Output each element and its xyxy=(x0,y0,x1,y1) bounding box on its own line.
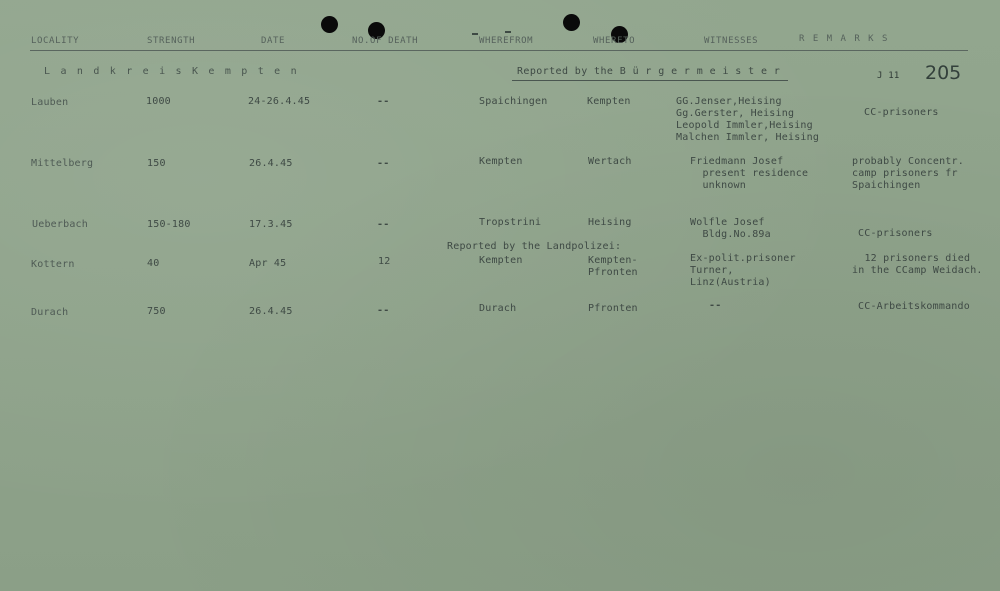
card-mark: J 11 xyxy=(877,71,900,81)
row-2-locality: Mittelberg xyxy=(31,158,94,169)
card-number: 205 xyxy=(925,62,962,84)
punch-hole xyxy=(321,16,338,33)
punch-hole xyxy=(563,14,580,31)
reported-by-landpolizei: Reported by the Landpolizei: xyxy=(447,241,622,252)
reported-underline xyxy=(512,80,788,81)
row-3-locality: Ueberbach xyxy=(32,219,88,230)
row-4-deaths: 12 xyxy=(378,256,391,267)
row-3-remarks: CC-prisoners xyxy=(858,228,933,239)
row-4-remarks: 12 prisoners died in the CCamp Weidach. xyxy=(852,253,983,276)
header-strength: STRENGTH xyxy=(147,36,196,46)
row-4-strength: 40 xyxy=(147,258,160,269)
row-2-strength: 150 xyxy=(147,158,166,169)
row-5-date: 26.4.45 xyxy=(249,306,293,317)
row-1-remarks: CC-prisoners xyxy=(864,107,939,118)
header-witnesses: WITNESSES xyxy=(704,36,759,46)
pencil-tick xyxy=(505,31,511,33)
district-label: L a n d k r e i s K e m p t e n xyxy=(44,66,299,77)
row-5-witnesses: -- xyxy=(709,300,722,311)
row-4-whereto: Kempten- Pfronten xyxy=(588,255,638,278)
header-wherefrom: WHEREFROM xyxy=(479,36,534,46)
row-2-whereto: Wertach xyxy=(588,156,632,167)
row-3-whereto: Heising xyxy=(588,217,632,228)
row-1-date: 24-26.4.45 xyxy=(248,96,311,107)
row-1-whereto: Kempten xyxy=(587,96,631,107)
header-locality: LOCALITY xyxy=(31,36,80,46)
row-4-witnesses: Ex-polit.prisoner Turner, Linz(Austria) xyxy=(690,253,796,288)
row-5-remarks: CC-Arbeitskommando xyxy=(858,301,970,312)
row-5-deaths: -- xyxy=(377,305,390,316)
row-3-wherefrom: Tropstrini xyxy=(479,217,542,228)
row-3-witnesses: Wolfle Josef Bldg.No.89a xyxy=(690,217,771,240)
row-2-deaths: -- xyxy=(377,158,390,169)
row-2-remarks: probably Concentr. camp prisoners fr Spaichingen xyxy=(852,156,964,191)
row-3-strength: 150-180 xyxy=(147,219,191,230)
row-3-deaths: -- xyxy=(377,219,390,230)
row-1-wherefrom: Spaichingen xyxy=(479,96,548,107)
row-5-strength: 750 xyxy=(147,306,166,317)
header-no-of-death: NO.OF DEATH xyxy=(352,36,419,46)
row-5-wherefrom: Durach xyxy=(479,303,517,314)
header-remarks: R E M A R K S xyxy=(799,34,889,44)
row-1-strength: 1000 xyxy=(146,96,171,107)
header-whereto: WHERETO xyxy=(593,36,636,46)
row-5-whereto: Pfronten xyxy=(588,303,638,314)
row-2-wherefrom: Kempten xyxy=(479,156,523,167)
row-2-date: 26.4.45 xyxy=(249,158,293,169)
reported-by-burgermeister: Reported by the B ü r g e r m e i s t e r xyxy=(517,66,781,77)
row-2-witnesses: Friedmann Josef present residence unknown xyxy=(690,156,809,191)
row-4-locality: Kottern xyxy=(31,259,75,270)
row-1-locality: Lauben xyxy=(31,97,69,108)
header-date: DATE xyxy=(261,36,286,46)
row-3-date: 17.3.45 xyxy=(249,219,293,230)
row-1-deaths: -- xyxy=(377,96,390,107)
row-1-witnesses: GG.Jenser,Heising Gg.Gerster, Heising Leopold Immler,Heising Malchen Immler, Heising xyxy=(676,96,820,143)
pencil-tick xyxy=(472,33,478,35)
header-rule xyxy=(30,50,968,51)
row-4-date: Apr 45 xyxy=(249,258,287,269)
row-5-locality: Durach xyxy=(31,307,69,318)
row-4-wherefrom: Kempten xyxy=(479,255,523,266)
